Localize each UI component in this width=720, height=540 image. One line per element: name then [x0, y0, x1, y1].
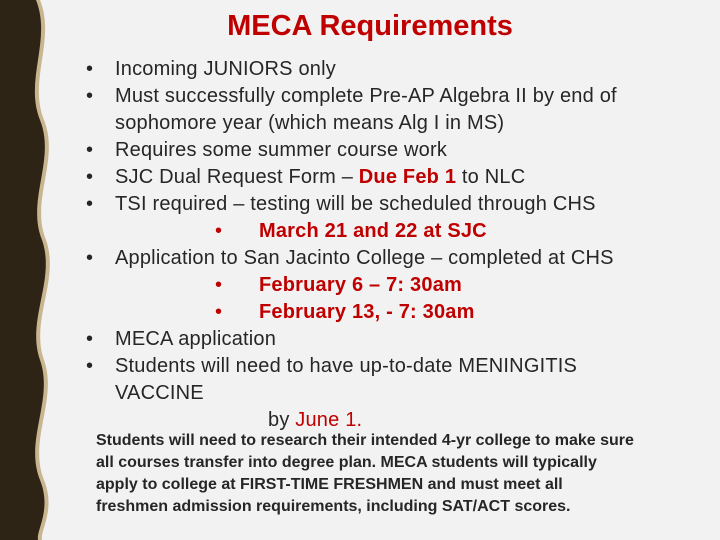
requirement-dual-request-form — [115, 164, 525, 191]
dual-request-form-destination: to NLC — [456, 166, 526, 188]
dual-request-form-label: SJC Dual Request Form – — [115, 166, 359, 188]
requirement-tsi: TSI required – testing will be scheduled through CHS — [115, 193, 596, 215]
bullet-glyph: • — [86, 139, 94, 161]
application-date-2: February 13, - 7: 30am — [259, 301, 475, 323]
requirement-algebra: Must successfully complete Pre-AP Algebra II by end of — [115, 85, 617, 107]
requirement-juniors: Incoming JUNIORS only — [115, 58, 336, 80]
bullet-glyph: • — [86, 166, 94, 188]
bullet-glyph: • — [86, 193, 94, 215]
tsi-dates: March 21 and 22 at SJC — [259, 220, 487, 242]
application-date-1: February 6 – 7: 30am — [259, 274, 462, 296]
bullet-glyph: • — [86, 58, 94, 80]
sub-bullet-glyph: • — [215, 301, 223, 323]
dual-request-form-deadline: Due Feb 1 — [358, 166, 457, 188]
bullet-glyph: • — [86, 328, 94, 350]
requirement-summer-work: Requires some summer course work — [115, 139, 448, 161]
sub-bullet-glyph: • — [215, 220, 223, 242]
page-title: MECA Requirements — [227, 10, 513, 42]
bullet-glyph: • — [86, 355, 94, 377]
meningitis-deadline-prefix: by — [268, 409, 296, 431]
research-note: Students will need to research their intended 4-yr college to make sure all courses transfer into degree plan. MECA students will typically apply to college at FIRST-TIME FRESHMEN and must meet all freshmen admission requirements, including SAT/ACT scores. — [96, 432, 634, 515]
requirement-algebra-continued: sophomore year (which means Alg I in MS) — [115, 112, 505, 134]
requirement-meningitis: Students will need to have up-to-date MENINGITIS — [115, 355, 578, 377]
decorative-wavy-border — [0, 0, 60, 540]
sub-bullet-glyph: • — [215, 274, 223, 296]
bullet-glyph: • — [86, 85, 94, 107]
requirement-meningitis-continued: VACCINE — [115, 382, 204, 404]
meningitis-deadline-date: June 1. — [295, 409, 363, 431]
requirement-application: Application to San Jacinto College – completed at CHS — [115, 247, 614, 269]
requirement-meca-application: MECA application — [115, 328, 277, 350]
bullet-glyph: • — [86, 247, 94, 269]
